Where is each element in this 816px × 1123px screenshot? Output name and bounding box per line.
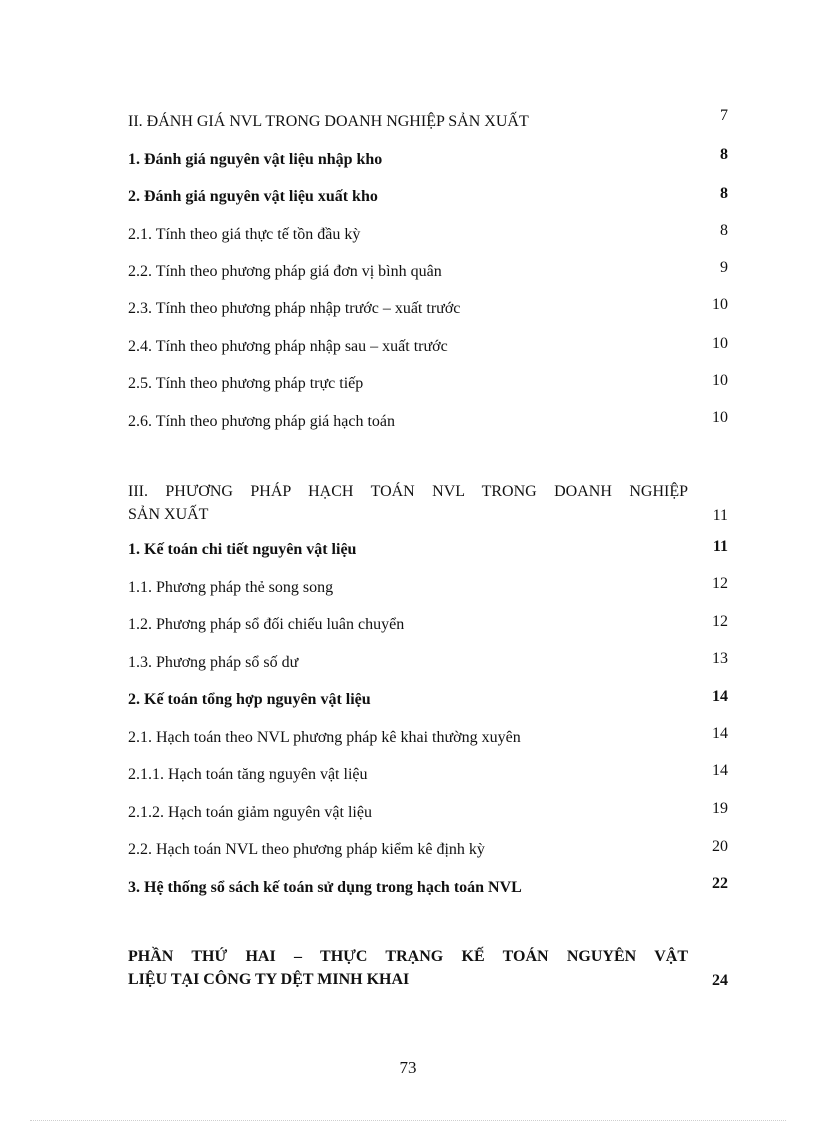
toc-page: 7 (720, 107, 728, 124)
toc-title-line2: SẢN XUẤT (128, 506, 209, 523)
toc-entry (128, 187, 728, 207)
toc-entry (128, 146, 728, 170)
toc-entry (128, 540, 728, 560)
toc-entry (128, 259, 728, 282)
toc-entry-section-iii (128, 482, 728, 525)
toc-title: 2.2. Tính theo phương pháp giá đơn vị bình quân (128, 263, 442, 280)
toc-title: 1.2. Phương pháp sổ đối chiếu luân chuyển (128, 616, 405, 633)
toc-title: 2. Kế toán tổng hợp nguyên vật liệu (128, 691, 371, 708)
toc-title: 3. Hệ thống sổ sách kế toán sử dụng trong hạch toán NVL (128, 879, 522, 896)
toc-title: 2.3. Tính theo phương pháp nhập trước – xuất trước (128, 300, 461, 317)
toc-title-line1: III. PHƯƠNG PHÁP HẠCH TOÁN NVL TRONG DOANH NGHIỆP (128, 483, 688, 500)
page-number: 73 (399, 1058, 417, 1077)
toc-page: 14 (712, 725, 728, 742)
toc-title: 2.1.1. Hạch toán tăng nguyên vật liệu (128, 766, 368, 783)
toc-entry-section-ii (128, 107, 728, 132)
toc-title: 2.1. Hạch toán theo NVL phương pháp kê khai thường xuyên (128, 729, 521, 746)
toc-page: 24 (712, 972, 728, 989)
toc-title-line2: LIỆU TẠI CÔNG TY DỆT MINH KHAI (128, 971, 410, 988)
toc-title: 2.1.2. Hạch toán giảm nguyên vật liệu (128, 804, 372, 821)
toc-entry (128, 575, 728, 598)
toc-page: 10 (712, 409, 728, 426)
toc-entry (128, 762, 728, 785)
toc-page: 11 (712, 507, 728, 524)
toc-page: 11 (712, 538, 728, 555)
toc-entry (128, 374, 728, 394)
toc-title: 1.1. Phương pháp thẻ song song (128, 579, 334, 596)
toc-page: 14 (712, 688, 728, 705)
toc-entry (128, 337, 728, 357)
toc-entry (128, 875, 728, 898)
toc-title: II. ĐÁNH GIÁ NVL TRONG DOANH NGHIỆP SẢN XUẤT (128, 113, 529, 130)
toc-page: 9 (720, 259, 728, 276)
toc-title: 2.4. Tính theo phương pháp nhập sau – xuất trước (128, 338, 448, 355)
toc-title: 2.5. Tính theo phương pháp trực tiếp (128, 375, 364, 392)
toc-title: 1. Kế toán chi tiết nguyên vật liệu (128, 541, 357, 558)
toc-page: 10 (712, 372, 728, 389)
toc-page: 22 (712, 875, 728, 892)
toc-entry (128, 615, 728, 635)
toc-entry (128, 840, 728, 860)
toc-entry (128, 222, 728, 245)
toc-page: 8 (720, 146, 728, 163)
toc-page: 20 (712, 838, 728, 855)
toc-entry (128, 296, 728, 319)
toc-page: 13 (712, 650, 728, 667)
toc-page: 8 (720, 222, 728, 239)
toc-page: 14 (712, 762, 728, 779)
toc-title: 2.1. Tính theo giá thực tế tồn đầu kỳ (128, 226, 361, 243)
toc-page: 10 (712, 296, 728, 313)
toc-entry (128, 650, 728, 673)
bottom-divider (30, 1120, 786, 1121)
toc-title: 1.3. Phương pháp sổ số dư (128, 654, 299, 671)
toc-entry (128, 725, 728, 748)
toc-title-line1: PHẦN THỨ HAI – THỰC TRẠNG KẾ TOÁN NGUYÊN VẬT (128, 948, 688, 965)
toc-entry (128, 800, 728, 823)
toc-title: 2.6. Tính theo phương pháp giá hạch toán (128, 413, 396, 430)
toc-title: 2.2. Hạch toán NVL theo phương pháp kiểm kê định kỳ (128, 841, 485, 858)
toc-page: 12 (712, 575, 728, 592)
toc-entry (128, 409, 728, 432)
toc-page: 12 (712, 613, 728, 630)
toc-title: 2. Đánh giá nguyên vật liệu xuất kho (128, 188, 378, 205)
toc-title: 1. Đánh giá nguyên vật liệu nhập kho (128, 151, 383, 168)
toc-page: 19 (712, 800, 728, 817)
toc-page: 10 (712, 335, 728, 352)
toc-page: 8 (720, 185, 728, 202)
toc-entry-part-two (128, 947, 728, 990)
toc-entry (128, 690, 728, 710)
